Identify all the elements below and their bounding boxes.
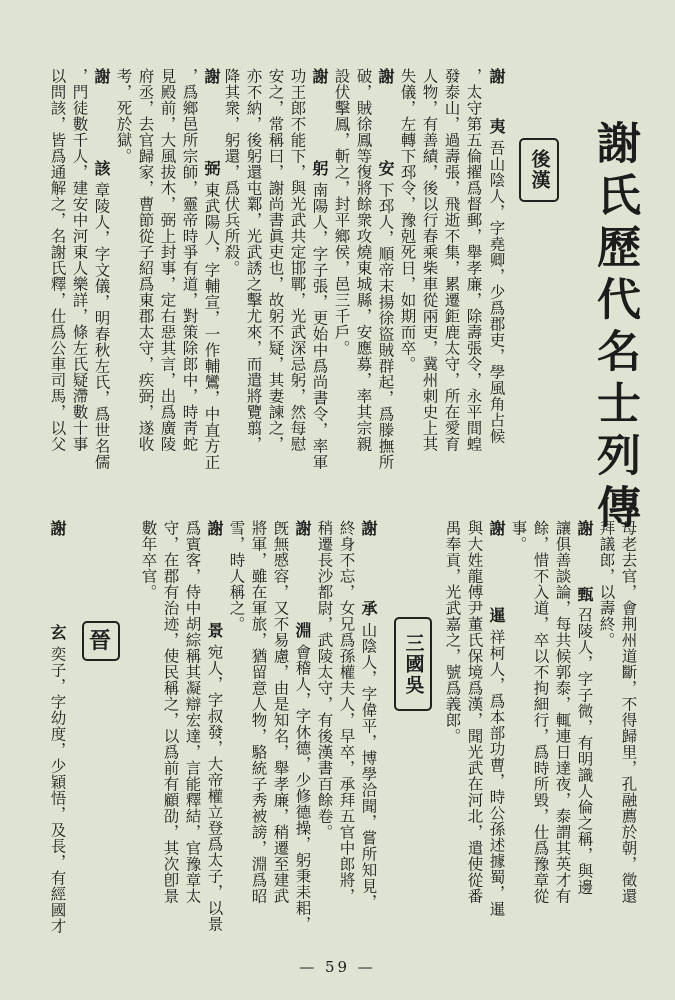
entry-gong-line-5: 降其衆，躬還，爲伏兵所殺。 — [222, 68, 241, 276]
entry-cheng-line-3: 稍遷長沙都尉，武陵太守，有後漢書百餘卷。 — [315, 520, 334, 840]
entry-yuan-line-2: 旣無慼容，又不易慮，由是知名，舉孝廉，稍遷至建武 — [271, 520, 290, 904]
entry-yi-line-2: ，太守第五倫擢爲督郵，舉孝廉，除壽張令，永平間蝗 — [464, 68, 483, 452]
surname-xie-cheng: 謝 — [359, 520, 378, 536]
entry-gong-line-2: 功王郎不能下，與光武共定邯鄲，光武深忌躬，然每慰 — [288, 68, 307, 452]
entry-xian-line-2: 與大姓龍傅尹董氏保境爲漢，聞光武在河北，遣使從番 — [465, 520, 484, 904]
page-number: — 59 — — [299, 958, 376, 976]
entry-bi-line-5: 考，死於獄。 — [114, 68, 133, 164]
dynasty-jin-box — [82, 621, 120, 661]
entry-an-line-3: 設伏擊鳳，斬之，封平鄉侯，邑三千戶。 — [332, 68, 351, 356]
name-yuan: 淵 — [293, 622, 312, 638]
entry-jing-line-3: 守，在郡有治迹，使民稱之，以爲前有顧劭，其次卽景 — [161, 520, 180, 904]
entry-gai-cont-line-1: 母老去官，會荆州道斷，不得歸里，孔融薦於朝，徵還 — [619, 520, 638, 904]
surname-xie-xian: 謝 — [487, 520, 506, 536]
entry-xian-line-3: 禺奉貢，光武嘉之，號爲義郎。 — [443, 520, 462, 744]
entry-yuan-line-3: 將軍，雖在軍旅，猶留意人物，駱統子秀被謗，淵爲昭 — [249, 520, 268, 904]
entry-zhen-line-2: 讓俱善談論，每共候郭泰，輒連日達夜，泰謂其英才有 — [553, 520, 572, 904]
surname-xie-an: 謝 — [376, 68, 395, 84]
dynasty-later-han-box — [519, 138, 559, 202]
entry-zhen-line-3: 餘，惜不入道，卒以不拘細行，爲時所毀，仕爲豫章從 — [531, 520, 550, 904]
name-gai: 該 — [92, 160, 111, 176]
dynasty-jin: 晉 — [88, 628, 113, 654]
name-gong: 躬 — [310, 160, 329, 176]
name-zhen: 甄 — [575, 586, 594, 602]
entry-jing-line-1: 宛人，字叔發，大帝權立登爲太子，以景 — [205, 644, 224, 932]
surname-xie-yuan: 謝 — [293, 520, 312, 536]
dynasty-later-han: 後漢 — [528, 149, 551, 191]
entry-jing-line-2: 爲賓客，侍中胡綜稱其凝辯宏達，言能釋結，官豫章太 — [183, 520, 202, 904]
name-yi: 夷 — [487, 118, 506, 134]
entry-jing-line-4: 數年卒官。 — [139, 520, 158, 600]
entry-gai-line-2: ，門徒數千人，建安中河東人樂詳，條左氏疑滯數十事 — [70, 68, 89, 452]
name-jing: 景 — [205, 622, 224, 638]
entry-bi-line-1: 東武陽人，字輔宣，一作輔鸞，中直方正 — [202, 182, 221, 470]
surname-xie-zhen: 謝 — [575, 520, 594, 536]
entry-bi-line-2: ，爲鄉邑所宗師，靈帝時爭有道，對策除郎中，時靑蛇 — [180, 68, 199, 452]
entry-xuan-line-1: 奕子，字幼度，少穎悟，及長，有經國才 — [48, 646, 67, 934]
name-cheng: 承 — [359, 600, 378, 616]
surname-xie-jing: 謝 — [205, 520, 224, 536]
entry-xian-line-1: 祥柯人，爲本部功曹，時公孫述據蜀，暹 — [487, 629, 506, 917]
entry-gai-cont-line-2: 拜議郎，以壽終。 — [597, 520, 616, 648]
entry-zhen-line-4: 事。 — [509, 520, 528, 552]
surname-xie-yi: 謝 — [487, 68, 506, 84]
dynasty-three-kingdoms-box — [394, 617, 432, 711]
entry-cheng-line-1: 山陰人，字偉平，博學洽聞，嘗所知見， — [359, 622, 378, 910]
name-an: 安 — [376, 160, 395, 176]
entry-cheng-line-2: 終身不忘，女兄爲孫權夫人，早卒，承拜五官中郎將， — [337, 520, 356, 904]
entry-yi-line-5: 失儀，左轉下邳令，豫剋死日，如期而卒。 — [398, 68, 417, 372]
entry-yuan-line-1: 會稽人，字休德，少修德操，躬秉耒耜， — [293, 644, 312, 932]
entry-gong-line-1: 南陽人，字子張，更始中爲尚書令，率軍 — [310, 182, 329, 470]
surname-xie-gai: 謝 — [92, 68, 111, 84]
entry-bi-line-4: 府丞，去官歸家，曹節從子紹爲東郡太守，疾弼，遂收 — [136, 68, 155, 452]
entry-yi-line-3: 發泰山，過壽張，飛逝不集，累遷鉅鹿太守，所在愛育 — [442, 68, 461, 452]
page-title: 謝氏歷代名士列傳 — [589, 120, 640, 536]
entry-an-line-2: 破，賊徐鳳等復將餘衆攻燒東城縣，安應募，率其宗親 — [354, 68, 373, 452]
surname-xie-xuan: 謝 — [48, 520, 67, 536]
dynasty-three-kingdoms: 三國吳 — [402, 632, 425, 696]
entry-yi-line-4: 人物，有善績，後以行春乘柴車從兩吏，冀州刺史上其 — [420, 68, 439, 452]
entry-gai-line-3: 以問該，皆爲通解之，名謝氏釋，仕爲公車司馬，以父 — [48, 68, 67, 452]
entry-an-line-1: 下邳人，順帝末揚徐盜賊群起，爲滕撫所 — [376, 182, 395, 470]
entry-gai-line-1: 章陵人，字文儀，明春秋左氏，爲世名儒 — [92, 182, 111, 470]
surname-xie-bi: 謝 — [202, 68, 221, 84]
name-bi: 弼 — [202, 160, 221, 176]
entry-yuan-line-4: 雪，時人稱之。 — [227, 520, 246, 632]
entry-bi-line-3: 見殿前，大風拔木，弼上封事，定右惡其言，出爲廣陵 — [158, 68, 177, 452]
name-xuan: 玄 — [48, 624, 67, 640]
name-xian: 暹 — [487, 607, 506, 623]
entry-gong-line-4: 亦不納，後躬還屯鄴，光武誘之擊尤來，而遣將覽翦， — [244, 68, 263, 452]
entry-gong-line-3: 安之，常稱曰，謝尚書眞吏也，故躬不疑，其妻諫之， — [266, 68, 285, 452]
surname-xie-gong: 謝 — [310, 68, 329, 84]
entry-yi-line-1: 吾山陰人，字堯卿，少爲郡吏，學風角占候 — [487, 140, 506, 444]
entry-zhen-line-1: 召陵人，字子微，有明識人倫之稱，與邊 — [575, 607, 594, 895]
